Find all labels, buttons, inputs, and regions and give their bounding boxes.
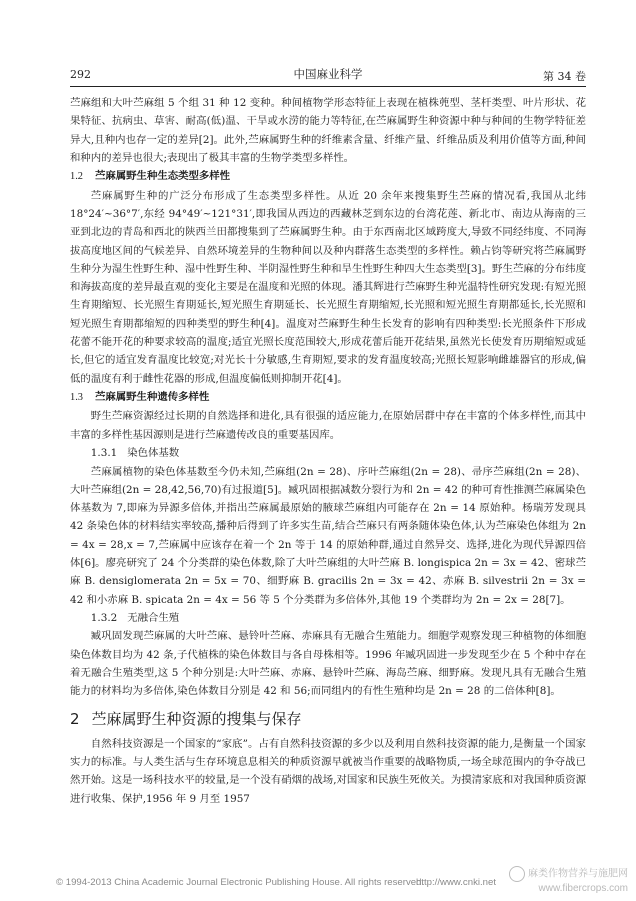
heading-text: 苎麻属野生种遗传多样性 [95,390,210,403]
heading-text: 染色体基数 [127,447,180,460]
watermark-line1: 麻类作物营养与施肥网 [528,868,628,880]
subsection-heading [70,388,586,408]
heading-number: 1.3 [70,391,83,403]
section-heading [70,705,586,733]
paragraph: 野生苎麻资源经过长期的自然选择和进化,具有很强的适应能力,在原始居群中存在丰富的个体多样性,而其中丰富的多样性基因源则是进行苎麻遗传改良的重要基因库。 [70,410,586,441]
cnki-link[interactable]: http://www.cnki.net [416,877,496,888]
watermark-logo-icon [509,866,525,882]
heading-number: 1.2 [70,171,83,183]
watermark-line2: www.fibercrops.com [538,883,628,894]
header-rule [70,86,586,87]
page-number: 292 [70,68,91,81]
copyright-text: © 1994-2013 China Academic Journal Electronic Publishing House. All rights reserved. [56,877,425,888]
paragraph: 自然科技资源是一个国家的“家底”。占有自然科技资源的多少以及利用自然科技资源的能力,是衡量一个国家实力的标准。与人类生活与生存环境息息相关的种质资源早就被当作重要的战略物质,一场全球范围内的争夺战已然开始。这是一场科技水平的较量,是一个没有硝烟的战场,对国家和民族生死攸关。为摸清家底和对我国种质资源进行收集、保护,1956 年 9 月至 1957 [70,737,586,805]
heading-number: 1.3.2 [90,611,118,624]
subsection-heading [70,167,586,187]
heading-text: 苎麻属野生种生态类型多样性 [95,170,231,183]
paragraph: 苎麻组和大叶苎麻组 5 个组 31 种 12 变种。种间植物学形态特征上表现在植株蔸型、茎杆类型、叶片形状、花果特征、抗病虫、草害、耐高(低)温、干旱或水涝的能力等特征,在苎麻属野生种资源中种与种间的生物学特征差异大,且种内也存一定的差异[2]。此外,苎麻属野生种的纤维素含量、纤维产量、纤维品质及利用价值等方面,种间和种内的差异也很大;表现出了极其丰富的生物学类型多样性。 [70,97,586,164]
heading-text: 苎麻属野生种资源的搜集与保存 [91,709,302,728]
paragraph: 苎麻属植物的染色体基数至今仍未知,苎麻组(2n = 28)、序叶苎麻组(2n = 28)、帚序苎麻组(2n = 28)、大叶苎麻组(2n = 28,42,56,70)有过报道[5]。臧巩固根据减数分裂行为和 2n = 42 的种可育性推测苎麻属染色体基数为 7,即麻为异源多倍体,并指出苎麻属最原始的腋球苎麻组内可能存在 2n = 14 原始种。杨瑞芳发现具 42 条染色体的材料结实率较高,播种后得到了许多实生苗,结合苎麻只有两条随体染色体,认为苎麻染色体组为 2n = 4x = 28,x = 7,苎麻属中应该存在着一个 2n 等于 14 的原始种群,通过自然异交、选择,进化为现代异源四倍体[6]。廖亮研究了 24 个分类群的染色体数,除了大叶苎麻组的大叶苎麻 B. longispica 2n = 3x = 42、密球苎麻 B. densiglomerata 2n = 5x = 70、细野麻 B. gracilis 2n = 3x = 42、赤麻 B. silvestrii 2n = 3x = 42 和小赤麻 B. spicata 2n = 4x = 56 等 5 个分类群为多倍体外,其他 19 个类群均为 2n = 2x = 28[7]。 [70,465,586,606]
heading-text: 无融合生殖 [127,611,180,624]
journal-title: 中国麻业科学 [293,67,363,81]
volume-label: 第 34 卷 [543,70,586,83]
heading-number: 2 [70,709,80,728]
heading-number: 1.3.1 [90,447,118,460]
page-header [70,66,586,84]
paragraph: 苎麻属野生种的广泛分布形成了生态类型多样性。从近 20 余年来搜集野生苎麻的情况看,我国从北纬 18°24′~36°7′,东经 94°49′~121°31′,即我国从西边的西藏林芝到东边的台湾花莲、新北市、南边从海南的三亚到北边的青岛和西北的陕西兰田都搜集到了苎麻属野生种。由于东西南北区域跨度大,导致不同经纬度、不同海拔高度地区间的气候差异、自然环境差异的生物种间以及种内群落生态类型的多样性。赖占钧等研究将苎麻属野生种分为湿生性野生种、湿中性野生种、半阴湿性野生种和旱生性野生种四大生态类型[3]。野生苎麻的分布纬度和海拔高度的差异最直观的变化主要是在温度和光照的体现。潘其辉进行苎麻野生种光温特性研究发现:有短光照生育期缩短、长光照生育期延长,短光照生育期延长、长光照生育期缩短,长光照和短光照生育期都延长,长光照和短光照生育期都缩短的四种类型的野生种[4]。温度对苎麻野生种生长发育的影响有四种类型:长光照条件下形成花蕾不能开花的种要求较高的温度;适宜光照长度范围较大,形成花蕾后能开花结果,虽然光长使发育历期缩短或延长,但它的适宜发育温度比较宽;对光长十分敏感,生育期短,要求的发育温度较高;光照长短影响雌雄器官的形成,偏低的温度有利于雌性花器的形成,但温度偏低则抑制开花[4]。 [70,189,586,385]
paragraph: 臧巩固发现苎麻属的大叶苎麻、悬铃叶苎麻、赤麻具有无融合生殖能力。细胞学观察发现三种植物的体细胞染色体数目均为 42 条,子代植株的染色体数目与各自母株相等。1996 年臧巩固进一步发现至少在 5 个种中存在着无融合生殖类型,这 5 个种分别是:大叶苎麻、赤麻、悬铃叶苎麻、海岛苎麻、细野麻。发现凡具有无融合生殖能力的材料均为多倍体,染色体数目分别是 42 和 56;而同组内的有性生殖种均是 2n = 28 的二倍体种[8]。 [70,630,586,698]
subsubsection-heading [70,444,586,463]
site-watermark [508,866,628,896]
subsubsection-heading [70,609,586,628]
article-body [70,94,586,808]
